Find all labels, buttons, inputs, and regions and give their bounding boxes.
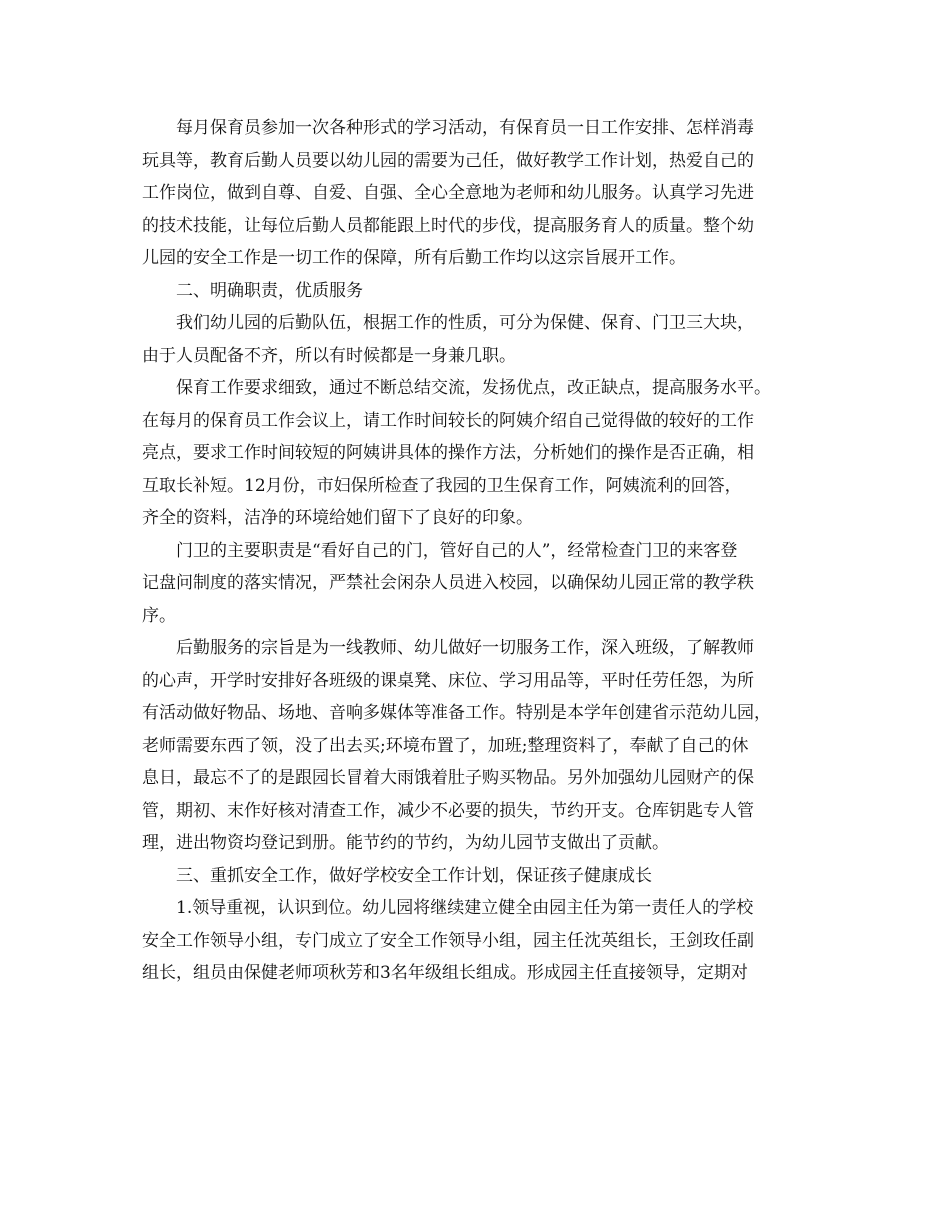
paragraph-line: 息日，最忘不了的是跟园长冒着大雨饿着肚子购买物品。另外加强幼儿园财产的保 bbox=[142, 768, 754, 788]
section-heading: 二、明确职责，优质服务 bbox=[176, 280, 363, 301]
paragraph-line: 保育工作要求细致，通过不断总结交流，发扬优点，改正缺点，提高服务水平。 bbox=[176, 378, 771, 398]
paragraph-line: 在每月的保育员工作会议上，请工作时间较长的阿姨介绍自己觉得做的较好的工作 bbox=[142, 410, 754, 431]
paragraph-line: 后勤服务的宗旨是为一线教师、幼儿做好一切服务工作，深入班级，了解教师 bbox=[176, 638, 754, 658]
paragraph-line: 亮点，要求工作时间较短的阿姨讲具体的操作方法，分析她们的操作是否正确，相 bbox=[142, 443, 754, 463]
paragraph-line: 有活动做好物品、场地、音响多媒体等准备工作。特别是本学年创建省示范幼儿园， bbox=[142, 703, 771, 723]
paragraph-line: 的心声，开学时安排好各班级的课桌凳、床位、学习用品等，平时任劳任怨，为所 bbox=[142, 670, 754, 691]
paragraph-line: 玩具等，教育后勤人员要以幼儿园的需要为己任，做好教学工作计划，热爱自己的 bbox=[142, 150, 754, 171]
paragraph-line: 1.领导重视，认识到位。幼儿园将继续建立健全由园主任为第一责任人的学校 bbox=[176, 898, 754, 918]
paragraph-line: 每月保育员参加一次各种形式的学习活动，有保育员一日工作安排、怎样消毒 bbox=[176, 118, 754, 138]
paragraph-line: 序。 bbox=[142, 605, 176, 626]
paragraph-line: 管，期初、末作好核对清查工作，减少不必要的损失，节约开支。仓库钥匙专人管 bbox=[142, 800, 754, 821]
paragraph-line: 理，进出物资均登记到册。能节约的节约，为幼儿园节支做出了贡献。 bbox=[142, 833, 669, 853]
paragraph-line: 由于人员配备不齐，所以有时候都是一身兼几职。 bbox=[142, 345, 516, 366]
paragraph-line: 安全工作领导小组，专门成立了安全工作领导小组，园主任沈英组长，王剑玫任副 bbox=[142, 930, 754, 951]
paragraph-line: 互取长补短。12月份，市妇保所检查了我园的卫生保育工作，阿姨流利的回答， bbox=[142, 475, 742, 496]
paragraph-line: 儿园的安全工作是一切工作的保障，所有后勤工作均以这宗旨展开工作。 bbox=[142, 248, 686, 268]
section-heading: 三、重抓安全工作，做好学校安全工作计划，保证孩子健康成长 bbox=[176, 865, 652, 886]
document-body bbox=[142, 112, 807, 990]
paragraph-line: 门卫的主要职责是“看好自己的门，管好自己的人”，经常检查门卫的来客登 bbox=[176, 540, 738, 561]
paragraph-line: 老师需要东西了领，没了出去买;环境布置了，加班;整理资料了，奉献了自己的休 bbox=[142, 735, 749, 756]
paragraph-line: 记盘问制度的落实情况，严禁社会闲杂人员进入校园，以确保幼儿园正常的教学秩 bbox=[142, 573, 754, 593]
paragraph-line: 工作岗位，做到自尊、自爱、自强、全心全意地为老师和幼儿服务。认真学习先进 bbox=[142, 183, 754, 203]
paragraph-line: 齐全的资料，洁净的环境给她们留下了良好的印象。 bbox=[142, 508, 533, 528]
paragraph-line: 我们幼儿园的后勤队伍，根据工作的性质，可分为保健、保育、门卫三大块， bbox=[176, 313, 754, 333]
paragraph-line: 的技术技能，让每位后勤人员都能跟上时代的步伐，提高服务育人的质量。整个幼 bbox=[142, 215, 754, 236]
paragraph-line: 组长，组员由保健老师项秋芳和3名年级组长组成。形成园主任直接领导，定期对 bbox=[142, 963, 748, 983]
